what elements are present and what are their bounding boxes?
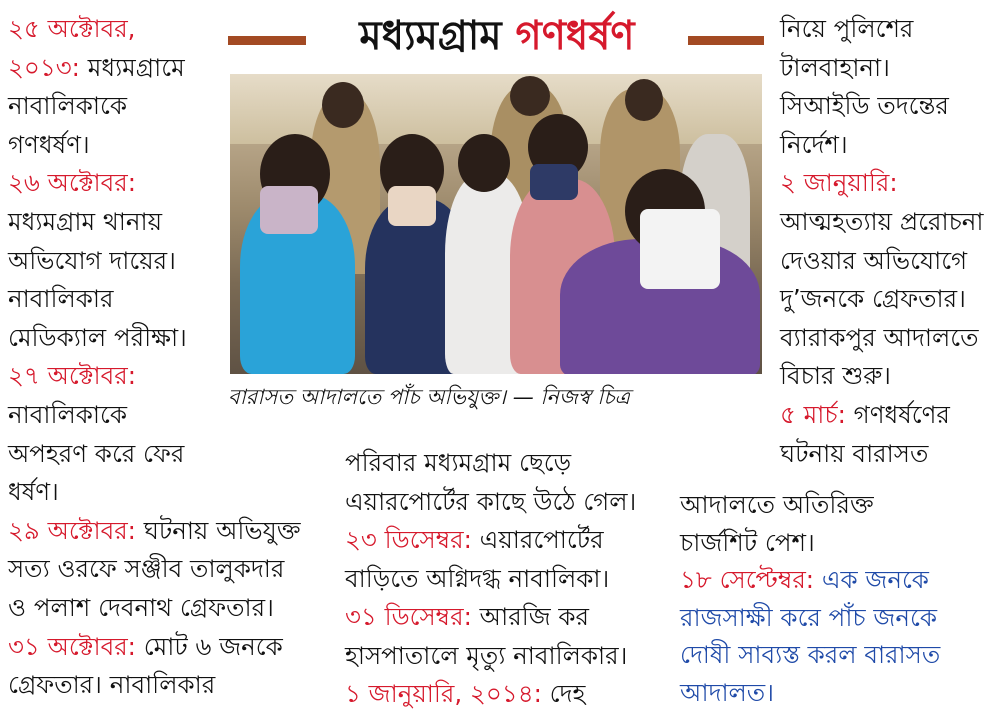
timeline-text: নাবালিকাকে (8, 91, 127, 121)
timeline-text: ব্যারাকপুর আদালতে (780, 322, 979, 352)
timeline-text: মোট ৬ জনকে (135, 631, 283, 661)
timeline-text: দেহ (541, 679, 586, 708)
timeline-date: ১ জানুয়ারি, ২০১৪: (345, 679, 542, 708)
timeline-line (780, 400, 950, 430)
timeline-text: নাবালিকার (8, 284, 114, 314)
timeline-line (780, 168, 898, 198)
headline (316, 10, 678, 62)
timeline-date: ২০১৩: (8, 52, 80, 82)
timeline-line (780, 91, 949, 121)
timeline-text: সত্য ওরফে সঞ্জীব তালুকদার (8, 554, 285, 584)
timeline-text: মেডিক্যাল পরীক্ষা। (8, 322, 187, 352)
timeline-text: ঘটনায় বারাসত (780, 438, 929, 468)
timeline-date: ২ জানুয়ারি: (780, 168, 898, 198)
timeline-line (8, 477, 59, 507)
timeline-text: আত্মহত্যায় প্ররোচনা (780, 207, 984, 236)
timeline-line (8, 593, 274, 623)
timeline-line (780, 361, 891, 391)
timeline-text: দু’জনকে গ্রেফতার। (780, 284, 966, 314)
timeline-date: ২৩ ডিসেম্বর: (345, 525, 472, 554)
timeline-text: এয়ারপোর্টের কাছে উঠে গেল। (345, 486, 637, 516)
timeline-text: নির্দেশ। (780, 129, 848, 159)
timeline-line (8, 14, 135, 44)
timeline-line (8, 670, 215, 700)
timeline-line (680, 603, 937, 633)
timeline-line (780, 14, 913, 44)
timeline-text: এয়ারপোর্টের (471, 525, 604, 554)
timeline-line (780, 284, 966, 314)
timeline-date: ৩১ অক্টোবর: (8, 631, 136, 661)
headline-part2: গণধর্ষণ (515, 13, 635, 59)
timeline-line (680, 490, 874, 520)
timeline-line (345, 564, 609, 594)
timeline-text: নাবালিকাকে (8, 400, 127, 429)
timeline-date: ৫ মার্চ: (780, 400, 846, 429)
timeline-text: বাড়িতে অগ্নিদগ্ধ নাবালিকা। (345, 563, 610, 593)
photo-caption: বারাসত আদালতে পাঁচ অভিযুক্ত। — নিজস্ব চিত্র (228, 385, 630, 409)
timeline-date: ২৭ অক্টোবর: (8, 361, 136, 391)
timeline-line (8, 130, 90, 160)
timeline-line (8, 361, 136, 391)
timeline-line (8, 284, 113, 314)
timeline-line (780, 439, 928, 469)
timeline-line (8, 554, 284, 584)
timeline-date: ২৫ অক্টোবর, (8, 14, 136, 43)
timeline-line (345, 641, 627, 671)
timeline-line (8, 246, 176, 276)
timeline-line (680, 528, 815, 558)
timeline-date: ২৯ অক্টোবর: (8, 515, 136, 545)
timeline-text: আদালত। (680, 677, 774, 707)
timeline-text: গণধর্ষণ। (8, 129, 90, 159)
timeline-text: আরজি কর (471, 602, 590, 631)
timeline-text: ঘটনায় অভিযুক্ত (135, 515, 301, 545)
news-photo (230, 74, 762, 374)
timeline-line (680, 640, 940, 670)
timeline-line (345, 525, 604, 555)
timeline-date: ১৮ সেপ্টেম্বর: (680, 565, 815, 594)
timeline-text: গ্রেফতার। নাবালিকার (8, 670, 216, 700)
title-bar-right (688, 36, 764, 45)
timeline-line (680, 678, 774, 708)
timeline-text: দেওয়ার অভিযোগে (780, 245, 968, 275)
timeline-text: গণধর্ষণের (845, 400, 950, 429)
timeline-text: অপহরণ করে ফের (8, 438, 185, 468)
timeline-text: টালবাহানা। (780, 52, 890, 82)
timeline-line (780, 323, 979, 353)
timeline-line (780, 130, 848, 160)
timeline-line (8, 207, 162, 237)
timeline-line (680, 565, 929, 595)
timeline-line (345, 487, 636, 517)
timeline-line (8, 323, 187, 353)
timeline-line (8, 91, 127, 121)
timeline-text: মধ্যমগ্রামে (79, 52, 185, 82)
timeline-line (8, 53, 185, 83)
headline-part1: মধ্যমগ্রাম (359, 13, 502, 59)
timeline-text: মধ্যমগ্রাম থানায় (8, 207, 163, 236)
timeline-line (345, 679, 585, 709)
timeline-text: অভিযোগ দায়ের। (8, 245, 176, 275)
timeline-text: দোষী সাব্যস্ত করল বারাসত (680, 640, 941, 669)
timeline-text: হাসপাতালে মৃত্যু নাবালিকার। (345, 640, 628, 670)
timeline-line (345, 602, 589, 632)
timeline-text: রাজসাক্ষী করে পাঁচ জনকে (680, 602, 937, 632)
timeline-line (8, 400, 127, 430)
timeline-line (780, 246, 967, 276)
timeline-text: পরিবার মধ্যমগ্রাম ছেড়ে (345, 448, 572, 477)
timeline-line (8, 516, 301, 546)
timeline-text: নিয়ে পুলিশের (780, 14, 914, 43)
timeline-line (780, 207, 984, 237)
timeline-text: ও পলাশ দেবনাথ গ্রেফতার। (8, 593, 274, 622)
timeline-line (780, 53, 890, 83)
timeline-text: এক জনকে (814, 565, 929, 594)
timeline-line (8, 439, 184, 469)
timeline-line (8, 632, 283, 662)
timeline-text: চার্জশিট পেশ। (680, 527, 815, 557)
timeline-line (345, 448, 571, 478)
timeline-text: বিচার শুরু। (780, 361, 891, 391)
timeline-date: ৩১ ডিসেম্বর: (345, 602, 472, 631)
timeline-text: ধর্ষণ। (8, 477, 59, 507)
timeline-line (8, 168, 136, 198)
title-bar-left (228, 36, 306, 45)
timeline-date: ২৬ অক্টোবর: (8, 168, 136, 198)
timeline-text: আদালতে অতিরিক্ত (680, 490, 874, 519)
timeline-text: সিআইডি তদন্তের (780, 91, 949, 121)
